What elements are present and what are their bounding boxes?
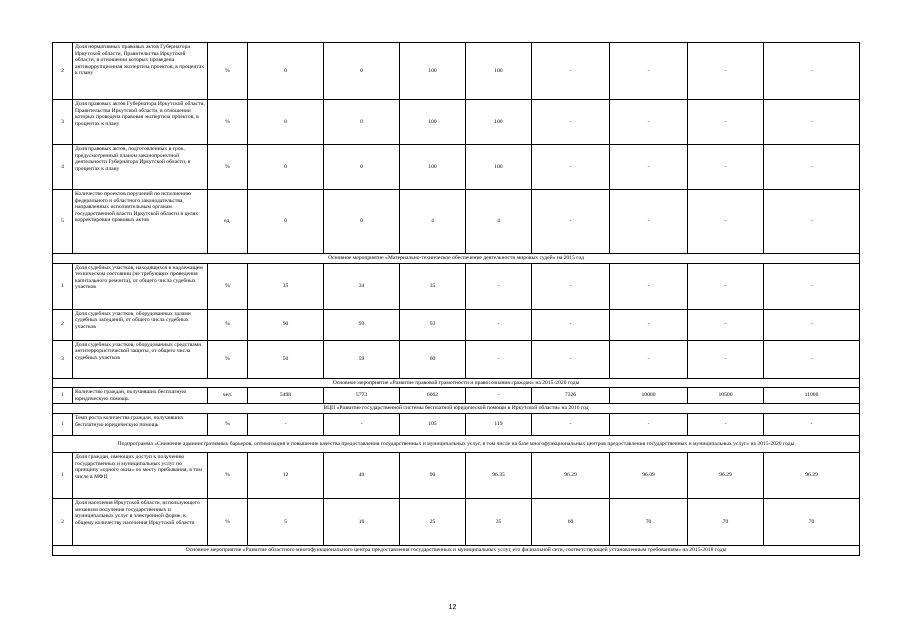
value-cell: 59 (324, 340, 400, 378)
unit-cell: % (208, 263, 248, 309)
value-cell: 96.29 (532, 452, 610, 498)
row-number: 3 (53, 100, 73, 145)
value-cell: - (532, 145, 610, 190)
value-cell: - (764, 43, 860, 100)
indicator-name: Доля нормативных правовых актов Губернатора Иркутской области, Правительства Иркутской области, в отношении которых проведена антикоррупционная экспертиза проектов, в процентах к плану (73, 43, 208, 100)
indicator-name: Доля правовых актов, подготовленных в срок, предусмотренный планом законопроектной деятельности Губернатора Иркутской области, в процентах к плану (73, 145, 208, 190)
value-cell: - (610, 190, 688, 254)
row-number: 4 (53, 145, 73, 190)
value-cell: 0 (248, 43, 324, 100)
indicator-name: Доля граждан, имеющих доступ к получению государственных и муниципальных услуг по принципу «одного окна» по месту пребывания, в том числе в МФЦ (73, 452, 208, 498)
value-cell: 100 (400, 145, 466, 190)
row-number: 1 (53, 413, 73, 435)
value-cell: 90 (248, 309, 324, 340)
value-cell: - (532, 413, 610, 435)
section-title: ВЦП «Развитие государственной системы бесплатной юридической помощи в Иркутской области» на 2016 год (53, 404, 860, 414)
value-cell: - (610, 100, 688, 145)
value-cell: 100 (466, 100, 532, 145)
indicators-table (52, 42, 860, 556)
value-cell: - (610, 340, 688, 378)
value-cell: 60 (532, 498, 610, 545)
table-row (53, 190, 860, 254)
value-cell: - (466, 340, 532, 378)
section-title: Подпрограмма «Снижение административных барьеров, оптимизация и повышение качества предоставления государственных и муниципальных услуг, в том числе на базе многофункциональных центров предоставления государственных и муниципальных услуг» на 2015-2020 годы (53, 435, 860, 452)
value-cell: - (610, 309, 688, 340)
value-cell: - (610, 263, 688, 309)
table-row (53, 452, 860, 498)
value-cell: 4 (400, 190, 466, 254)
indicator-name: Доля судебных участков, находящихся в надлежащем техническом состоянии (не требующих проведения капитального ремонта), от общего числа судебных участков (73, 263, 208, 309)
indicator-name: Доля судебных участков, оборудованных средствами антитеррористической защиты, от общего числа судебных участков (73, 340, 208, 378)
value-cell: - (764, 100, 860, 145)
unit-cell: % (208, 43, 248, 100)
value-cell: 100 (466, 43, 532, 100)
row-number: 2 (53, 498, 73, 545)
unit-cell: % (208, 309, 248, 340)
value-cell: - (532, 340, 610, 378)
value-cell: 70 (764, 498, 860, 545)
indicator-name: Доля правовых актов Губернатора Иркутской области, Правительства Иркутской области, в отношении которых проведена правовая экспертиза проектов, в процентах к плану (73, 100, 208, 145)
value-cell: - (532, 190, 610, 254)
value-cell: 0 (248, 190, 324, 254)
section-title: Основное мероприятие «Материально-техническое обеспечение деятельности мировых судей» на 2015 год (53, 254, 860, 264)
indicator-name: Доля населения Иркутской области, использующего механизм получения государственных и муниципальных услуг в электронной форме, к общему количеству населения Иркутской области (73, 498, 208, 545)
value-cell: 25 (400, 498, 466, 545)
table-row (53, 340, 860, 378)
value-cell: 96.29 (764, 452, 860, 498)
unit-cell: % (208, 340, 248, 378)
value-cell: 10500 (688, 388, 764, 404)
value-cell: - (688, 340, 764, 378)
value-cell: - (610, 145, 688, 190)
value-cell: 100 (466, 145, 532, 190)
value-cell: 93 (400, 309, 466, 340)
value-cell: 0 (324, 100, 400, 145)
value-cell: 5 (248, 498, 324, 545)
indicator-name: Темп роста количества граждан, получивших бесплатную юридическую помощь (73, 413, 208, 435)
table-row (53, 43, 860, 100)
row-number: 5 (53, 190, 73, 254)
value-cell: - (764, 340, 860, 378)
value-cell: - (688, 145, 764, 190)
unit-cell: чел. (208, 388, 248, 404)
row-number: 1 (53, 452, 73, 498)
value-cell: - (764, 413, 860, 435)
value-cell: - (532, 43, 610, 100)
value-cell: - (688, 263, 764, 309)
value-cell: - (532, 263, 610, 309)
value-cell: 0 (324, 43, 400, 100)
value-cell: - (466, 309, 532, 340)
table-row (53, 263, 860, 309)
value-cell: 11000 (764, 388, 860, 404)
row-number: 1 (53, 388, 73, 404)
indicator-name: Количество граждан, получивших бесплатную юридическую помощь (73, 388, 208, 404)
section-row (53, 254, 860, 264)
table-row (53, 100, 860, 145)
table-row (53, 413, 860, 435)
value-cell: - (532, 100, 610, 145)
value-cell: 96.35 (466, 452, 532, 498)
value-cell: 35 (400, 263, 466, 309)
section-row (53, 404, 860, 414)
value-cell: - (466, 388, 532, 404)
value-cell: 70 (610, 498, 688, 545)
value-cell: 12 (248, 452, 324, 498)
value-cell: 0 (248, 100, 324, 145)
value-cell: - (610, 43, 688, 100)
section-title: Основное мероприятие «Развитие областного многофункционального центра предоставления государственных и муниципальных услуг, его филиальной сети, соответствующей установленным требованиям» на 2015-2018 годы (53, 545, 860, 555)
value-cell: - (610, 413, 688, 435)
unit-cell: ед. (208, 190, 248, 254)
value-cell: 10000 (610, 388, 688, 404)
value-cell: 35 (466, 498, 532, 545)
value-cell: 40 (324, 452, 400, 498)
section-row (53, 435, 860, 452)
value-cell: 119 (466, 413, 532, 435)
row-number: 3 (53, 340, 73, 378)
value-cell: 90 (400, 452, 466, 498)
value-cell: 50 (248, 340, 324, 378)
value-cell: - (466, 263, 532, 309)
section-title: Основное мероприятие «Развитие правовой грамотности и правосознания граждан» на 2015-2020 годы (53, 378, 860, 388)
value-cell: 35 (248, 263, 324, 309)
value-cell: 105 (400, 413, 466, 435)
value-cell: 60 (400, 340, 466, 378)
indicator-name: Доля судебных участков, оборудованных залами судебных заседаний, от общего числа судебных участков (73, 309, 208, 340)
indicator-name: Количество проектов поручений по исполнению федерального и областного законодательства, направленных исполнительным органам государственной власти Иркутской области в целях корректировки правовых актов (73, 190, 208, 254)
value-cell: - (688, 43, 764, 100)
unit-cell: % (208, 413, 248, 435)
value-cell: 6062 (400, 388, 466, 404)
unit-cell: % (208, 498, 248, 545)
value-cell: - (324, 413, 400, 435)
value-cell: 0 (248, 145, 324, 190)
value-cell: - (688, 413, 764, 435)
unit-cell: % (208, 452, 248, 498)
value-cell: 10 (324, 498, 400, 545)
value-cell: 100 (400, 100, 466, 145)
value-cell: 0 (324, 190, 400, 254)
row-number: 2 (53, 43, 73, 100)
value-cell: 96.09 (610, 452, 688, 498)
value-cell: - (764, 263, 860, 309)
unit-cell: % (208, 100, 248, 145)
value-cell: 5773 (324, 388, 400, 404)
value-cell: 4 (466, 190, 532, 254)
unit-cell: % (208, 145, 248, 190)
table-row (53, 145, 860, 190)
value-cell: - (688, 100, 764, 145)
value-cell: - (764, 145, 860, 190)
value-cell: 96.29 (688, 452, 764, 498)
section-row (53, 378, 860, 388)
value-cell: - (688, 190, 764, 254)
value-cell: - (688, 309, 764, 340)
row-number: 1 (53, 263, 73, 309)
value-cell: 0 (324, 145, 400, 190)
value-cell: - (532, 309, 610, 340)
value-cell: - (764, 309, 860, 340)
table-row (53, 498, 860, 545)
value-cell: 100 (400, 43, 466, 100)
value-cell: - (248, 413, 324, 435)
value-cell: - (764, 190, 860, 254)
value-cell: 34 (324, 263, 400, 309)
table-row (53, 388, 860, 404)
section-row (53, 545, 860, 555)
page-number: 12 (448, 604, 457, 611)
row-number: 2 (53, 309, 73, 340)
value-cell: 7326 (532, 388, 610, 404)
value-cell: 5498 (248, 388, 324, 404)
table-row (53, 309, 860, 340)
value-cell: 93 (324, 309, 400, 340)
value-cell: 70 (688, 498, 764, 545)
